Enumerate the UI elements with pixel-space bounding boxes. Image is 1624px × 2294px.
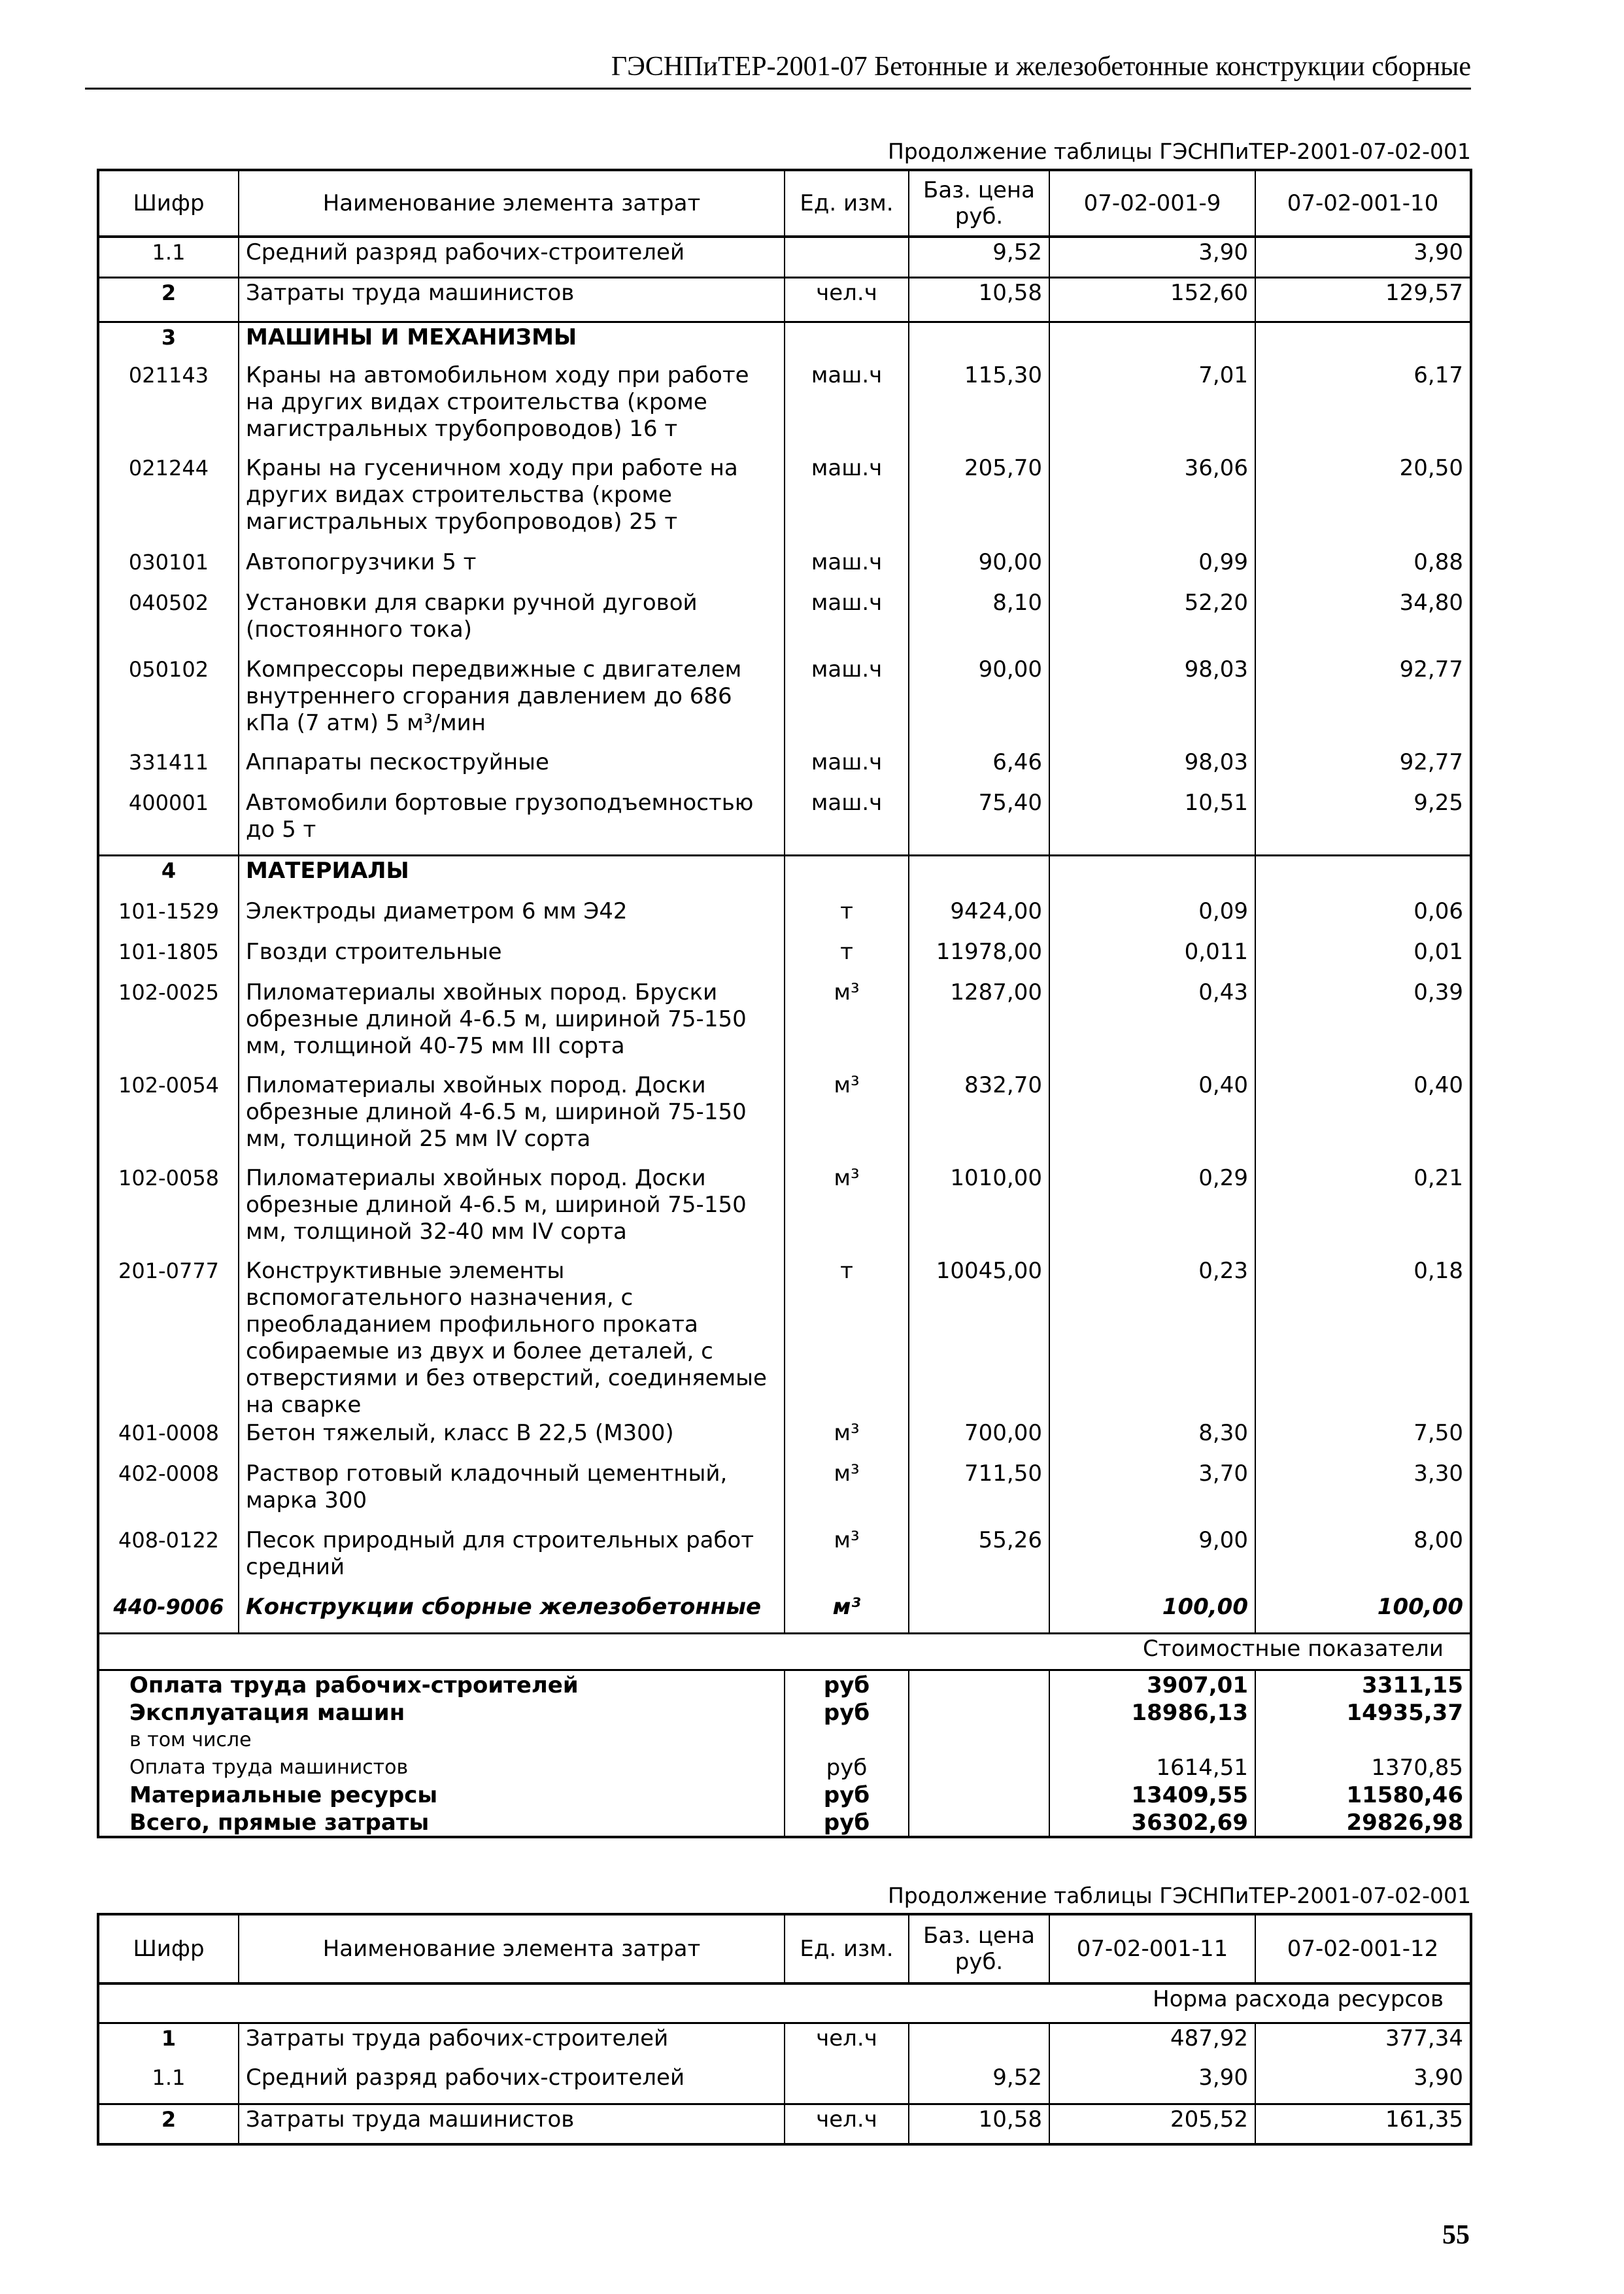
summary-row: Эксплуатация машин руб 18986,13 14935,37 [98, 1698, 1471, 1726]
table-row: 440-9006 Конструкции сборные железобетонные м³ 100,00 100,00 [98, 1593, 1471, 1633]
table-row: 040502 Установки для сварки ручной дуговой (постоянного тока) маш.ч 8,10 52,20 34,80 [98, 588, 1471, 655]
summary-row: Оплата труда машинистов руб 1614,51 1370,85 [98, 1753, 1471, 1781]
norm-caption: Норма расхода ресурсов [98, 1983, 1471, 2023]
col-norm-9: 07-02-001-9 [1049, 170, 1255, 237]
summary-row: Материальные ресурсы руб 13409,55 11580,46 [98, 1781, 1471, 1808]
summary-caption: Стоимостные показатели [98, 1633, 1471, 1670]
table-row: 102-0025 Пиломатериалы хвойных пород. Бруски обрезные длиной 4-6.5 м, шириной 75-150 мм, толщиной 40-75 мм III сорта м³ 1287,00 0,43 0,39 [98, 978, 1471, 1071]
table-row: 2 Затраты труда машинистов чел.ч 10,58 152,60 129,57 [98, 277, 1471, 322]
resource-table-2 [97, 1913, 1472, 2146]
table-row: 402-0008 Раствор готовый кладочный цементный, марка 300 м³ 711,50 3,70 3,30 [98, 1459, 1471, 1526]
table-row: 401-0008 Бетон тяжелый, класс В 22,5 (М300) м³ 700,00 8,30 7,50 [98, 1419, 1471, 1459]
section-row: 3 МАШИНЫ И МЕХАНИЗМЫ [98, 322, 1471, 361]
table-header [98, 1914, 1471, 1983]
table-row: 1.1 Средний разряд рабочих-строителей 9,52 3,90 3,90 [98, 237, 1471, 277]
running-title: ГЭСНПиТЕР-2001-07 Бетонные и железобетонные конструкции сборные [85, 51, 1471, 90]
table-row: 102-0054 Пиломатериалы хвойных пород. Доски обрезные длиной 4-6.5 м, шириной 75-150 мм, толщиной 25 мм IV сорта м³ 832,70 0,40 0,40 [98, 1071, 1471, 1164]
table-row: 2 Затраты труда машинистов чел.ч 10,58 205,52 161,35 [98, 2104, 1471, 2144]
page-number: 55 [1442, 2220, 1470, 2250]
col-code: Шифр [98, 170, 239, 237]
col-norm-11: 07-02-001-11 [1049, 1914, 1255, 1983]
table-row: 201-0777 Конструктивные элементы вспомогательного назначения, с преобладанием профильного проката собираемые из двух и более деталей, с отверстиями и без отверстий, соединяемые на сварке т 10045,00 0,23 0,18 [98, 1257, 1471, 1419]
table-row: 1 Затраты труда рабочих-строителей чел.ч 487,92 377,34 [98, 2023, 1471, 2063]
summary-row: Оплата труда рабочих-строителей руб 3907,01 3311,15 [98, 1670, 1471, 1698]
table-row: 331411 Аппараты пескоструйные маш.ч 6,46 98,03 92,77 [98, 748, 1471, 788]
col-unit: Ед. изм. [785, 170, 909, 237]
table-row: 400001 Автомобили бортовые грузоподъемностью до 5 т маш.ч 75,40 10,51 9,25 [98, 788, 1471, 855]
col-name: Наименование элемента затрат [239, 1914, 785, 1983]
norm-caption-row [98, 1983, 1471, 2023]
table-row: 101-1529 Электроды диаметром 6 мм Э42 т 9424,00 0,09 0,06 [98, 897, 1471, 937]
table-row: 102-0058 Пиломатериалы хвойных пород. Доски обрезные длиной 4-6.5 м, шириной 75-150 мм, толщиной 32-40 мм IV сорта м³ 1010,00 0,29 0,21 [98, 1164, 1471, 1257]
resource-table-1 [97, 169, 1472, 1838]
col-unit: Ед. изм. [785, 1914, 909, 1983]
col-price: Баз. цена руб. [909, 170, 1049, 237]
table-caption: Продолжение таблицы ГЭСНПиТЕР-2001-07-02-001 [887, 139, 1471, 164]
table-caption-2: Продолжение таблицы ГЭСНПиТЕР-2001-07-02-001 [887, 1883, 1471, 1908]
col-code: Шифр [98, 1914, 239, 1983]
table-row: 021143 Краны на автомобильном ходу при работе на других видах строительства (кроме магистральных трубопроводов) 16 т маш.ч 115,30 7,01 6,17 [98, 361, 1471, 454]
table-row: 408-0122 Песок природный для строительных работ средний м³ 55,26 9,00 8,00 [98, 1526, 1471, 1593]
summary-row: Всего, прямые затраты руб 36302,69 29826,98 [98, 1808, 1471, 1837]
col-price: Баз. цена руб. [909, 1914, 1049, 1983]
table-row: 101-1805 Гвозди строительные т 11978,00 0,011 0,01 [98, 937, 1471, 978]
summary-row: в том числе [98, 1726, 1471, 1753]
table-row: 021244 Краны на гусеничном ходу при работе на других видах строительства (кроме магистральных трубопроводов) 25 т маш.ч 205,70 36,06 20,50 [98, 454, 1471, 548]
summary-caption-row [98, 1633, 1471, 1670]
table-row: 1.1 Средний разряд рабочих-строителей 9,52 3,90 3,90 [98, 2063, 1471, 2104]
col-name: Наименование элемента затрат [239, 170, 785, 237]
table-row: 050102 Компрессоры передвижные с двигателем внутреннего сгорания давлением до 686 кПа (7 атм) 5 м³/мин маш.ч 90,00 98,03 92,77 [98, 655, 1471, 748]
col-norm-10: 07-02-001-10 [1255, 170, 1471, 237]
section-row: 4 МАТЕРИАЛЫ [98, 855, 1471, 897]
col-norm-12: 07-02-001-12 [1255, 1914, 1471, 1983]
table-row: 030101 Автопогрузчики 5 т маш.ч 90,00 0,99 0,88 [98, 548, 1471, 588]
table-header [98, 170, 1471, 237]
